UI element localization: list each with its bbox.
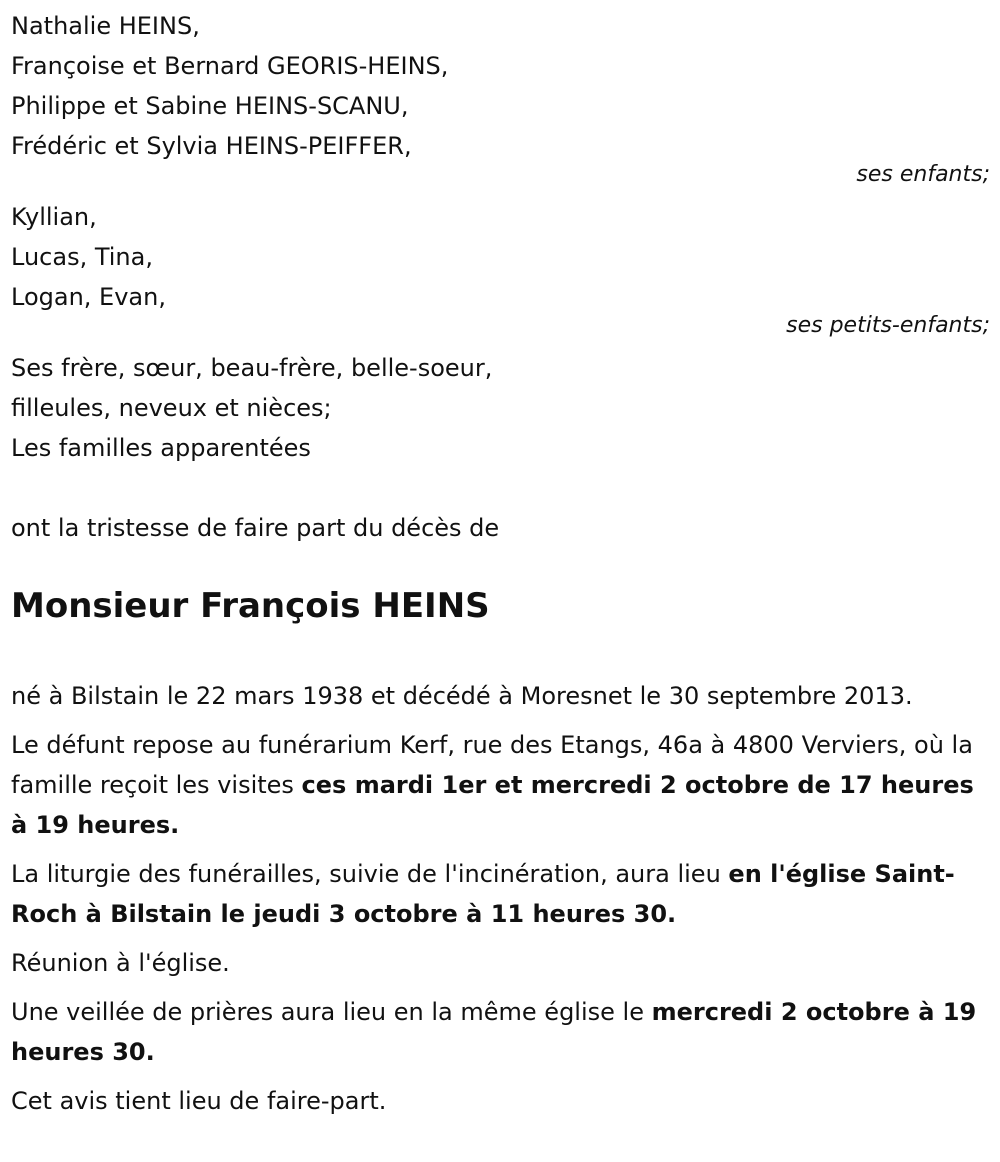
birth-death-paragraph: né à Bilstain le 22 mars 1938 et décédé à Moresnet le 30 septembre 2013. — [11, 682, 913, 710]
grandchildren-role-label: ses petits-enfants; — [786, 313, 990, 338]
family-member-line: Les familles apparentées — [11, 434, 311, 462]
family-member-line: filleules, neveux et nièces; — [11, 394, 332, 422]
vigil-date-time: mercredi 2 octobre à 19 heures 30. — [11, 998, 977, 1066]
funeral-location-time: en l'église Saint-Roch à Bilstain le jeudi 3 octobre à 11 heures 30. — [11, 860, 955, 928]
family-member-line: Nathalie HEINS, — [11, 12, 200, 40]
grandchildren-list — [11, 197, 991, 317]
spacer — [11, 468, 991, 508]
family-member-line: Kyllian, — [11, 203, 97, 231]
closing-paragraph: Cet avis tient lieu de faire-part. — [11, 1087, 387, 1115]
family-member-line: Philippe et Sabine HEINS-SCANU, — [11, 92, 409, 120]
family-member-line: Logan, Evan, — [11, 283, 166, 311]
visiting-hours: ces mardi 1er et mercredi 2 octobre de 17 heures à 19 heures. — [11, 771, 974, 839]
family-member-line: Ses frère, sœur, beau-frère, belle-soeur, — [11, 354, 493, 382]
obituary-notice — [11, 6, 991, 1121]
family-member-line: Frédéric et Sylvia HEINS-PEIFFER, — [11, 132, 412, 160]
vigil-paragraph — [11, 992, 991, 1072]
other-relatives-list — [11, 348, 991, 468]
vigil-text: Une veillée de prières aura lieu en la même église le — [11, 998, 652, 1026]
liturgy-paragraph — [11, 854, 991, 934]
family-member-line: Françoise et Bernard GEORIS-HEINS, — [11, 52, 449, 80]
repose-text: Le défunt repose au funérarium Kerf, rue des Etangs, 46a à 4800 Verviers, où la famille reçoit les visites — [11, 731, 973, 799]
liturgy-text: La liturgie des funérailles, suivie de l'incinération, aura lieu — [11, 860, 729, 888]
meeting-paragraph: Réunion à l'église. — [11, 949, 230, 977]
family-member-line: Lucas, Tina, — [11, 243, 153, 271]
announcement-text: ont la tristesse de faire part du décès de — [11, 514, 500, 542]
repose-paragraph — [11, 725, 991, 845]
children-list — [11, 6, 991, 166]
children-role-label: ses enfants; — [856, 162, 990, 187]
deceased-name: Monsieur François HEINS — [11, 586, 490, 626]
